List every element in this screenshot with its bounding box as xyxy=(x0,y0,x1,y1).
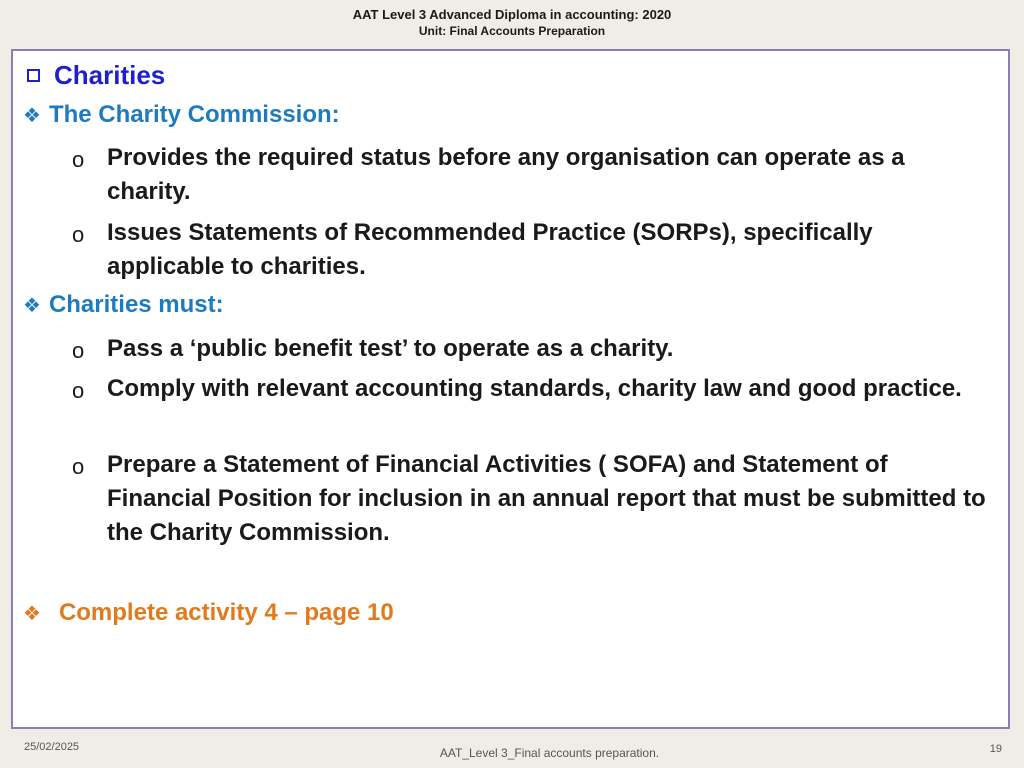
diamond-bullet-icon: ❖ xyxy=(23,104,41,127)
footer-caption: AAT_Level 3_Final accounts preparation. xyxy=(439,746,660,760)
content-panel xyxy=(11,49,1010,729)
diamond-bullet-icon: ❖ xyxy=(23,294,41,317)
activity-prompt xyxy=(23,599,394,627)
slide-header xyxy=(0,6,1024,39)
heading-text: Charities xyxy=(54,60,166,90)
bullet-text: Prepare a Statement of Financial Activities ( SOFA) and Statement of Financial Position for inclusion in an annual report that must be submitted to the Charity Commission. xyxy=(107,451,986,546)
diamond-bullet-icon: ❖ xyxy=(23,602,41,625)
slide-heading xyxy=(25,60,165,91)
bullet-text: Pass a ‘public benefit test’ to operate as a charity. xyxy=(107,335,674,362)
section-title: Charities must: xyxy=(48,291,224,318)
bullet-text: Issues Statements of Recommended Practice (SORPs), specifically applicable to charities. xyxy=(107,219,873,280)
section-charity-commission xyxy=(23,101,340,129)
square-bullet-icon xyxy=(27,69,40,82)
bullet-text: Provides the required status before any organisation can operate as a charity. xyxy=(107,144,905,205)
circle-bullet-icon: o xyxy=(72,378,85,403)
circle-bullet-icon: o xyxy=(72,222,85,247)
circle-bullet-icon: o xyxy=(72,338,85,363)
page-number: 19 xyxy=(989,743,1002,755)
bullet-text: Comply with relevant accounting standards, charity law and good practice. xyxy=(107,375,962,402)
section-charities-must xyxy=(23,291,224,319)
list-item xyxy=(72,448,992,550)
circle-bullet-icon: o xyxy=(72,147,85,172)
section-title: The Charity Commission: xyxy=(48,101,340,128)
list-item xyxy=(72,332,992,368)
list-item xyxy=(72,141,992,209)
course-title: AAT Level 3 Advanced Diploma in accounting: 2020 xyxy=(352,7,672,22)
unit-title: Unit: Final Accounts Preparation xyxy=(418,24,606,38)
list-item xyxy=(72,372,992,408)
footer-date: 25/02/2025 xyxy=(24,741,80,753)
list-item xyxy=(72,216,992,284)
circle-bullet-icon: o xyxy=(72,454,85,479)
activity-text: Complete activity 4 – page 10 xyxy=(58,599,394,626)
